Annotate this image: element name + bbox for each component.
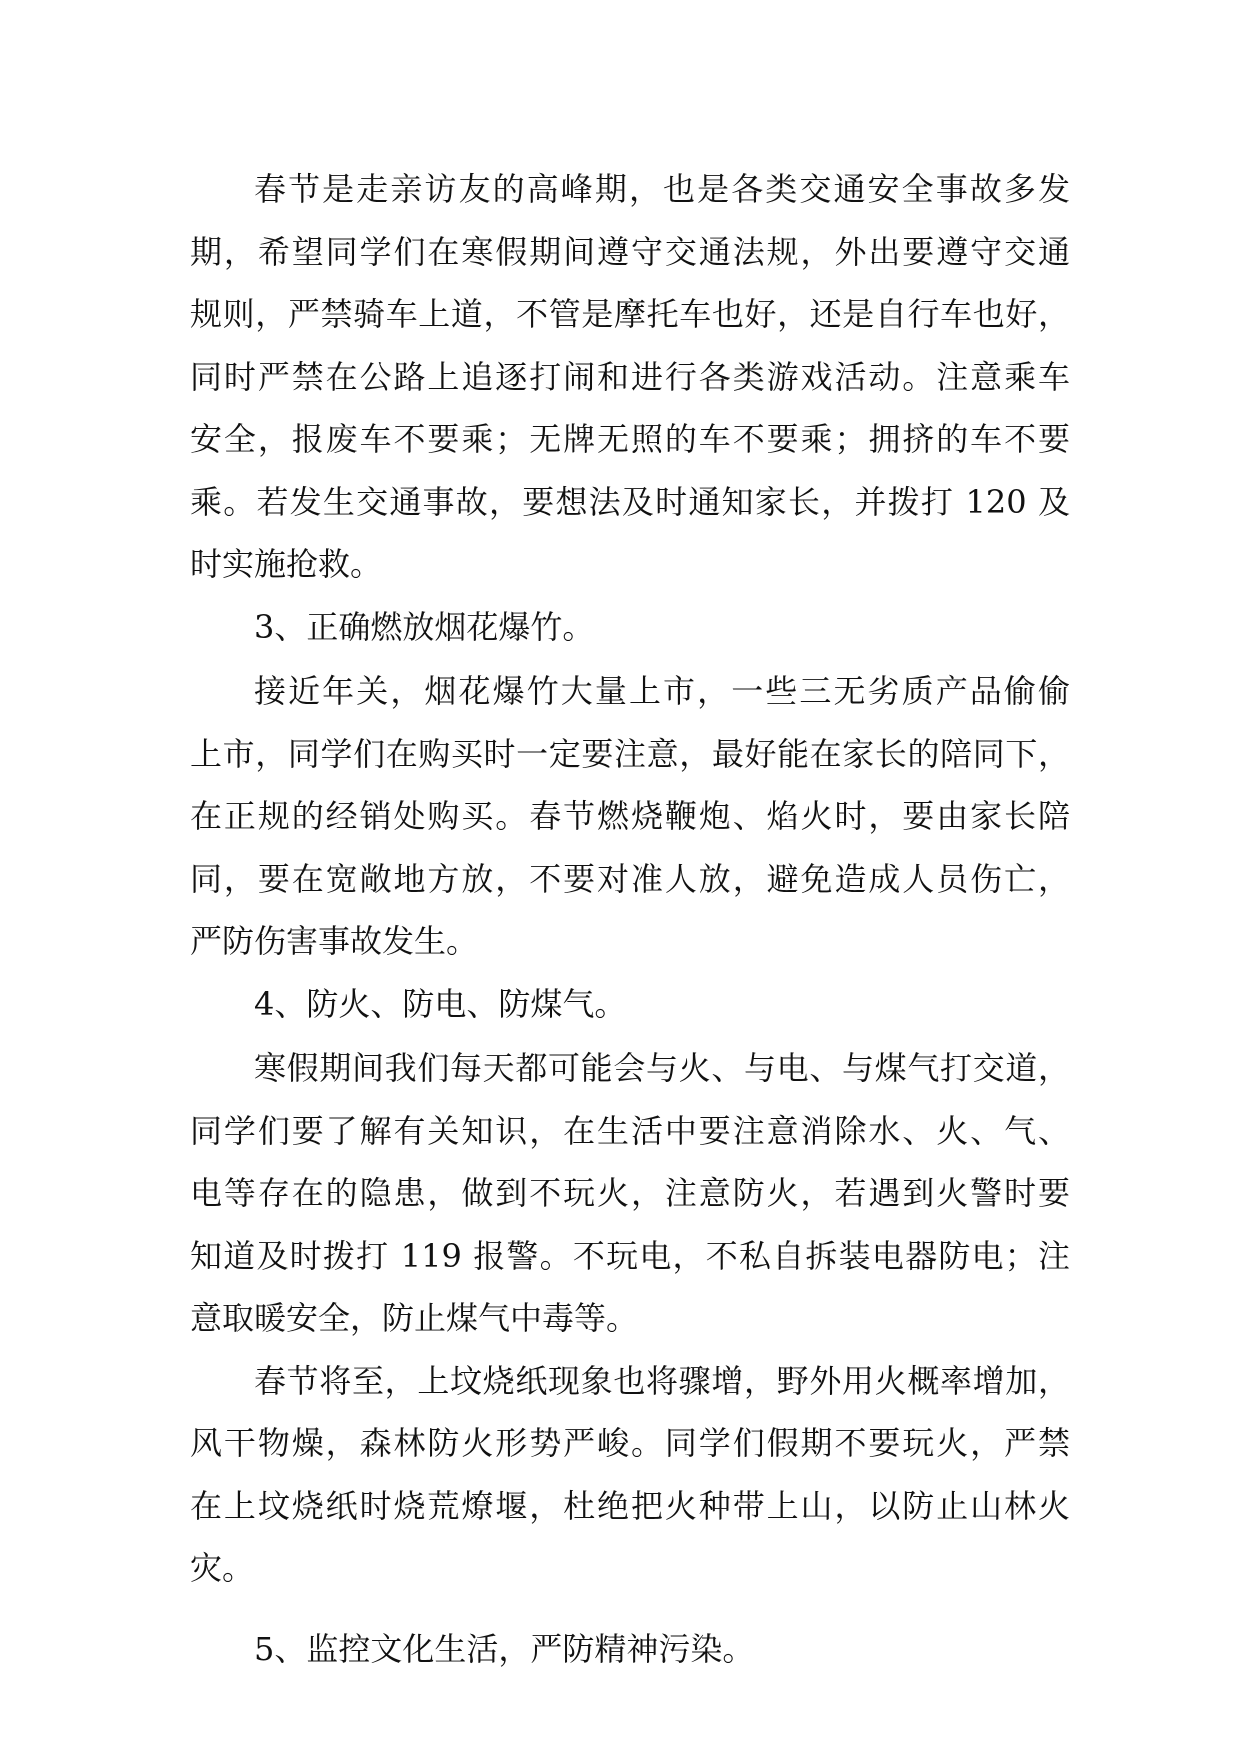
text-line: 风干物燥，森林防火形势严峻。同学们假期不要玩火，严禁	[190, 1424, 1070, 1462]
section-heading-fire-electricity-gas	[190, 973, 1070, 1036]
section-heading-fireworks	[190, 596, 1070, 659]
paragraph-traffic-safety	[190, 158, 1070, 596]
text-line: 同时严禁在公路上追逐打闹和进行各类游戏活动。注意乘车	[190, 357, 1070, 396]
text-line: 规则，严禁骑车上道，不管是摩托车也好，还是自行车也好，	[190, 295, 1070, 333]
paragraph-forest-fire	[190, 1350, 1070, 1600]
text-line: 安全，报废车不要乘；无牌无照的车不要乘；拥挤的车不要	[190, 420, 1070, 458]
text-line: 同学们要了解有关知识，在生活中要注意消除水、火、气、	[190, 1111, 1070, 1150]
text-line: 在正规的经销处购买。春节燃烧鞭炮、焰火时，要由家长陪	[190, 797, 1070, 835]
section-heading-cultural-life	[190, 1618, 1070, 1681]
text-line: 上市，同学们在购买时一定要注意，最好能在家长的陪同下，	[190, 734, 1070, 773]
heading-text: 4、防火、防电、防煤气。	[254, 984, 627, 1023]
text-line: 接近年关，烟花爆竹大量上市，一些三无劣质产品偷偷	[254, 672, 1070, 710]
document-body	[190, 158, 1070, 1680]
heading-text: 5、监控文化生活，严防精神污染。	[254, 1629, 755, 1668]
heading-text: 3、正确燃放烟花爆竹。	[254, 607, 595, 646]
text-line: 乘。若发生交通事故，要想法及时通知家长，并拨打 120 及	[190, 482, 1070, 521]
text-line: 时实施抢救。	[190, 545, 383, 583]
text-line: 期，希望同学们在寒假期间遵守交通法规，外出要遵守交通	[190, 232, 1070, 271]
text-line: 灾。	[190, 1549, 255, 1587]
text-line: 电等存在的隐患，做到不玩火，注意防火，若遇到火警时要	[190, 1174, 1070, 1212]
text-line: 春节将至，上坟烧纸现象也将骤增，野外用火概率增加，	[254, 1361, 1070, 1400]
paragraph-fire-electricity-gas	[190, 1037, 1070, 1350]
text-line: 春节是走亲访友的高峰期，也是各类交通安全事故多发	[254, 170, 1070, 208]
text-line: 在上坟烧纸时烧荒燎堰，杜绝把火种带上山，以防止山林火	[190, 1486, 1070, 1525]
text-line: 意取暖安全，防止煤气中毒等。	[190, 1299, 639, 1337]
text-line: 知道及时拨打 119 报警。不玩电，不私自拆装电器防电；注	[190, 1236, 1070, 1275]
paragraph-fireworks	[190, 660, 1070, 973]
text-line: 寒假期间我们每天都可能会与火、与电、与煤气打交道，	[254, 1049, 1070, 1087]
text-line: 同，要在宽敞地方放，不要对准人放，避免造成人员伤亡，	[190, 859, 1070, 898]
text-line: 严防伤害事故发生。	[190, 922, 479, 960]
